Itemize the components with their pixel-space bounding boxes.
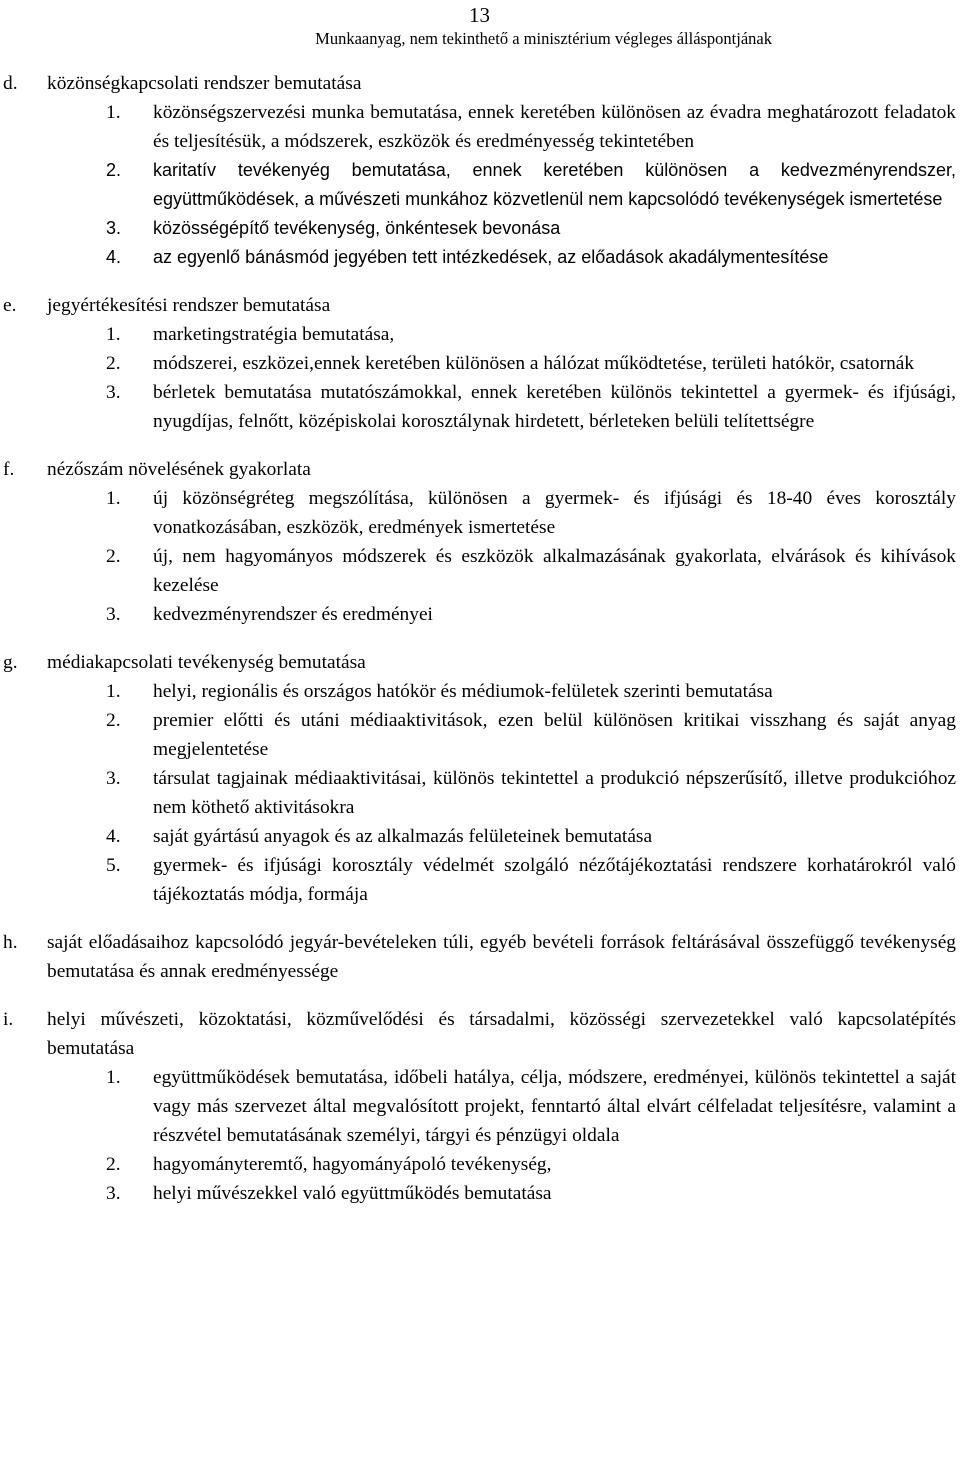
item-text: módszerei, eszközei,ennek keretében különösen a hálózat működtetése, területi hatókör, csatornák xyxy=(153,353,915,374)
item-text: új közönségréteg megszólítása, különösen a gyermek- és ifjúsági és 18-40 éves korosztály vonatkozásában, eszközök, eredmények ismertetése xyxy=(153,488,956,538)
list-item xyxy=(0,1179,956,1208)
section-heading xyxy=(0,69,956,98)
section-letter: i. xyxy=(3,1009,14,1030)
item-number: 4. xyxy=(106,826,121,847)
list-item xyxy=(0,542,956,600)
section-title: médiakapcsolati tevékenység bemutatása xyxy=(47,652,366,673)
list-item xyxy=(0,378,956,436)
item-number: 1. xyxy=(106,102,121,123)
section-letter: d. xyxy=(3,73,18,94)
item-text: bérletek bemutatása mutatószámokkal, ennek keretében különös tekintettel a gyermek- és ifjúsági, nyugdíjas, felnőtt, középiskolai korosztálynak hirdetett, bérleteken belüli telítettségre xyxy=(153,382,956,432)
item-number: 4. xyxy=(106,247,122,267)
list-item xyxy=(0,98,956,156)
section-heading xyxy=(0,928,956,986)
section-f xyxy=(0,455,956,629)
list-item xyxy=(0,851,956,909)
item-number: 2. xyxy=(106,353,121,374)
item-number: 1. xyxy=(106,1067,121,1088)
list-item xyxy=(0,349,956,378)
section-title: jegyértékesítési rendszer bemutatása xyxy=(47,295,331,316)
item-number: 5. xyxy=(106,855,121,876)
item-text: gyermek- és ifjúsági korosztály védelmét szolgáló nézőtájékoztatási rendszere korhatárokról való tájékoztatás módja, formája xyxy=(153,855,956,905)
list-item xyxy=(0,243,956,272)
item-number: 2. xyxy=(106,1154,121,1175)
item-text: helyi, regionális és országos hatókör és médiumok-felületek szerinti bemutatása xyxy=(153,681,773,702)
section-letter: h. xyxy=(3,932,18,953)
item-text: új, nem hagyományos módszerek és eszközök alkalmazásának gyakorlata, elvárások és kihívások kezelése xyxy=(153,546,956,596)
running-header: Munkaanyag, nem tekinthető a minisztérium végleges álláspontjának xyxy=(315,29,772,48)
item-list xyxy=(0,677,956,909)
section-letter: f. xyxy=(3,459,15,480)
item-text: hagyományteremtő, hagyományápoló tevékenység, xyxy=(153,1154,552,1175)
item-number: 1. xyxy=(106,681,121,702)
section-g xyxy=(0,648,956,909)
section-heading xyxy=(0,648,956,677)
list-item xyxy=(0,600,956,629)
section-heading xyxy=(0,455,956,484)
section-e xyxy=(0,291,956,436)
list-item xyxy=(0,1150,956,1179)
list-item xyxy=(0,677,956,706)
item-list xyxy=(0,320,956,436)
item-number: 3. xyxy=(106,768,121,789)
list-item xyxy=(0,706,956,764)
item-text: kedvezményrendszer és eredményei xyxy=(153,604,433,625)
section-heading xyxy=(0,291,956,320)
page-number: 13 xyxy=(469,3,490,27)
list-item xyxy=(0,320,956,349)
item-text: közösségépítő tevékenység, önkéntesek bevonása xyxy=(153,218,561,238)
item-text: társulat tagjainak médiaaktivitásai, különös tekintettel a produkció népszerűsítő, illetve produkcióhoz nem köthető aktivitásokra xyxy=(153,768,956,818)
item-number: 1. xyxy=(106,324,121,345)
list-item xyxy=(0,1063,956,1150)
list-item xyxy=(0,484,956,542)
item-number: 3. xyxy=(106,1183,121,1204)
item-number: 3. xyxy=(106,604,121,625)
item-number: 1. xyxy=(106,488,121,509)
item-list xyxy=(0,98,956,272)
item-number: 2. xyxy=(106,546,121,567)
item-number: 3. xyxy=(106,382,121,403)
item-text: helyi művészekkel való együttműködés bemutatása xyxy=(153,1183,552,1204)
list-item xyxy=(0,156,956,214)
item-text: együttműködések bemutatása, időbeli hatálya, célja, módszere, eredményei, különös tekintettel a saját vagy más szervezet által megvalósított projekt, fenntartó által elvárt célfeladat teljesítésre, valamint a részvétel bemutatásának személyi, tárgyi és pénzügyi oldala xyxy=(153,1067,956,1146)
item-list xyxy=(0,484,956,629)
item-list xyxy=(0,1063,956,1208)
item-number: 2. xyxy=(106,710,121,731)
item-text: premier előtti és utáni médiaaktivitások, ezen belül különösen kritikai visszhang és saját anyag megjelentetése xyxy=(153,710,956,760)
item-number: 3. xyxy=(106,218,122,238)
section-letter: e. xyxy=(3,295,17,316)
item-text: közönségszervezési munka bemutatása, ennek keretében különösen az évadra meghatározott feladatok és teljesítésük, a módszerek, eszközök és eredményesség tekintetében xyxy=(153,102,956,152)
section-title: nézőszám növelésének gyakorlata xyxy=(47,459,311,480)
list-item xyxy=(0,214,956,243)
section-heading xyxy=(0,1005,956,1063)
item-text: saját gyártású anyagok és az alkalmazás felületeinek bemutatása xyxy=(153,826,653,847)
item-text: az egyenlő bánásmód jegyében tett intézkedések, az előadások akadálymentesítése xyxy=(153,247,829,267)
section-title: saját előadásaihoz kapcsolódó jegyár-bevételeken túli, egyéb bevételi források feltárásával összefüggő tevékenység bemutatása és annak eredményessége xyxy=(47,932,956,982)
item-text: marketingstratégia bemutatása, xyxy=(153,324,395,345)
section-letter: g. xyxy=(3,652,18,673)
item-number: 2. xyxy=(106,160,122,180)
section-h xyxy=(0,928,956,986)
section-title: helyi művészeti, közoktatási, közművelődési és társadalmi, közösségi szervezetekkel való kapcsolatépítés bemutatása xyxy=(47,1009,956,1059)
section-i xyxy=(0,1005,956,1208)
item-text: karitatív tevékenyég bemutatása, ennek keretében különösen a kedvezményrendszer, együttműködések, a művészeti munkához közvetlenül nem kapcsolódó tevékenységek ismertetése xyxy=(153,160,956,209)
list-item xyxy=(0,764,956,822)
document-body xyxy=(0,69,956,1227)
section-d xyxy=(0,69,956,272)
section-title: közönségkapcsolati rendszer bemutatása xyxy=(47,73,362,94)
list-item xyxy=(0,822,956,851)
